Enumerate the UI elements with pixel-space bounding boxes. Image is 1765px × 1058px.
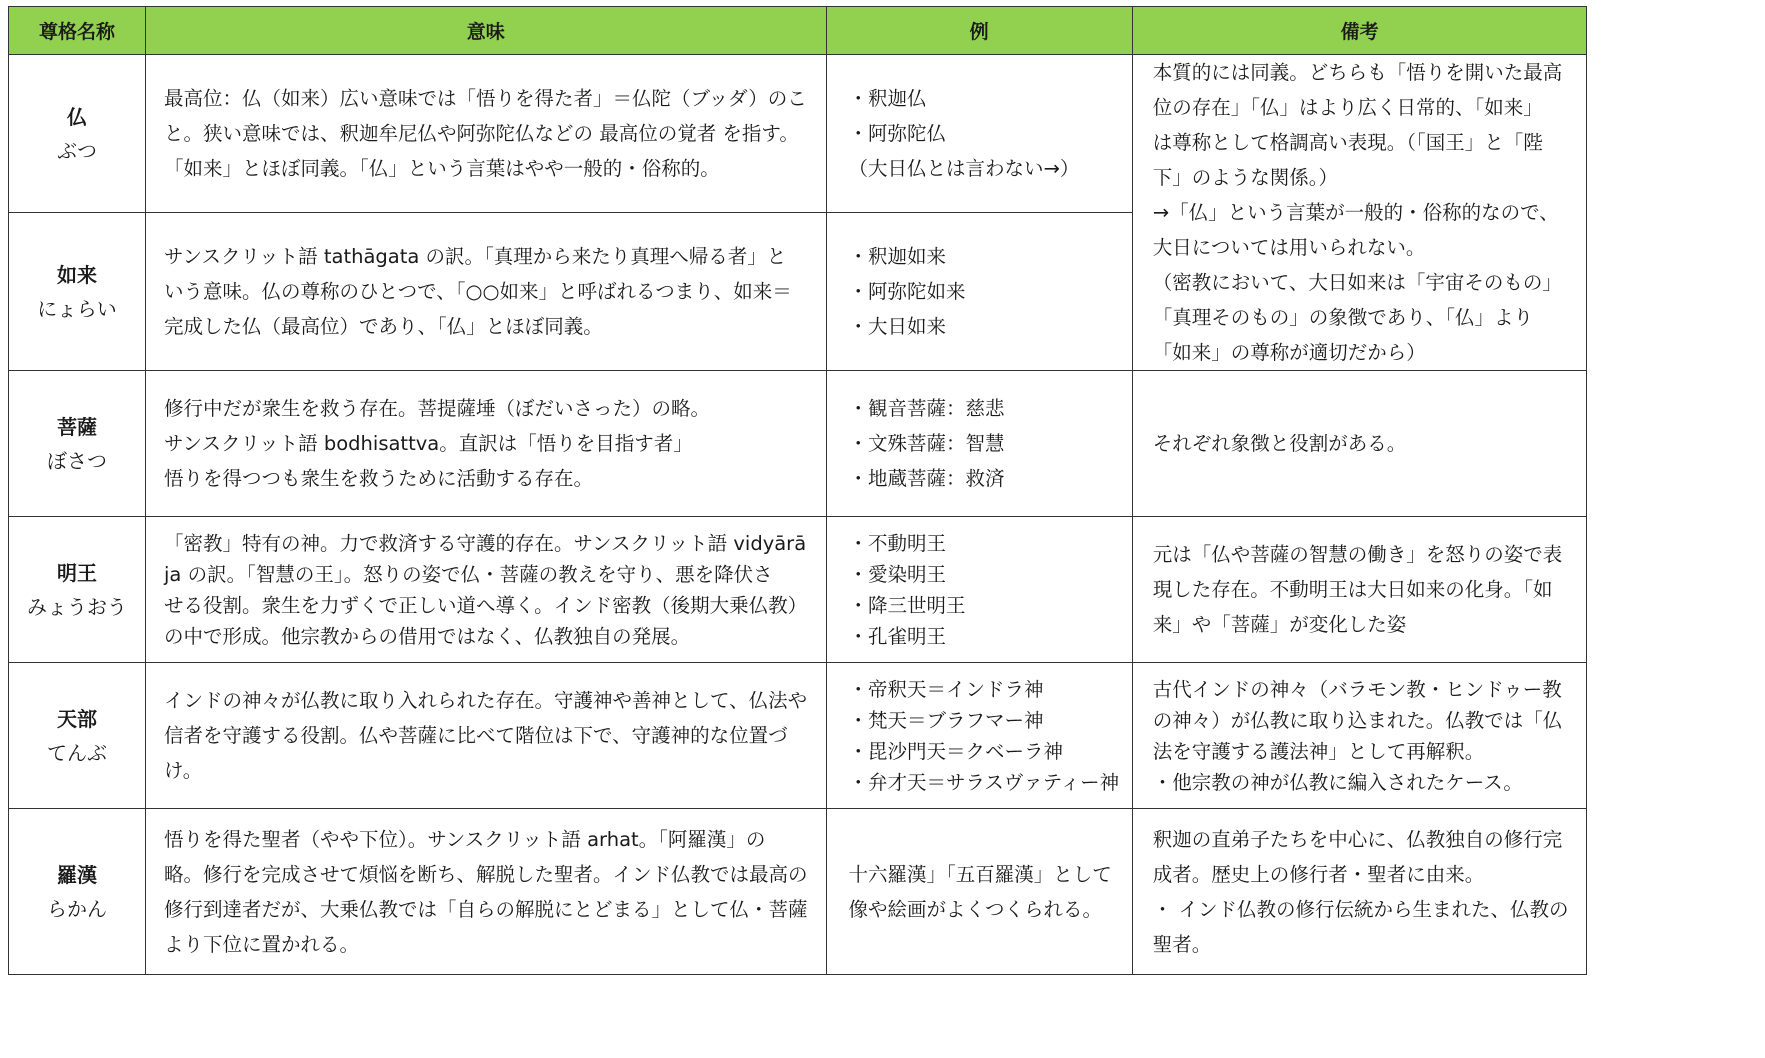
- deity-reading: ぼさつ: [47, 448, 107, 473]
- note-cell: [1132, 663, 1587, 809]
- meaning-line: サンスクリット語 bodhisattva。直訳は「悟りを目指す者」: [164, 432, 693, 455]
- name-cell: [9, 809, 146, 975]
- row-tenbu: [9, 663, 1587, 809]
- example-item: 十六羅漢」「五百羅漢」として: [848, 862, 1112, 886]
- example-item: ・釈迦如来: [848, 245, 947, 268]
- note-cell: [1132, 517, 1587, 663]
- meaning-line: 「密教」特有の神。力で救済する守護的存在。サンスクリット語 vidyārā: [164, 531, 807, 555]
- meaning-line: ja の訳。「智慧の王」。怒りの姿で仏・菩薩の教えを守り、悪を降伏さ: [164, 562, 773, 586]
- note-line: 釈迦の直弟子たちを中心に、仏教独自の修行完: [1152, 827, 1563, 851]
- note-line: は尊称として格調高い表現。（「国王」と「陛: [1152, 131, 1543, 154]
- row-myoo: [9, 517, 1587, 663]
- note-line: 古代インドの神々（バラモン教・ヒンドゥー教: [1152, 677, 1562, 701]
- meaning-line: いう意味。仏の尊称のひとつで、「○○如来」と呼ばれるつまり、如来＝: [164, 280, 792, 303]
- meaning-cell: [146, 213, 827, 371]
- example-item: ・孔雀明王: [848, 624, 947, 648]
- example-cell: [826, 55, 1132, 213]
- note-line: 大日については用いられない。: [1152, 236, 1426, 259]
- example-item: 像や絵画がよくつくられる。: [848, 897, 1103, 921]
- deity-name: 如来: [57, 262, 97, 287]
- deity-name: 羅漢: [57, 862, 97, 887]
- name-cell: [9, 213, 146, 371]
- deity-name: 天部: [57, 706, 97, 731]
- deity-name: 仏: [67, 104, 87, 129]
- example-item: ・阿弥陀仏: [848, 122, 947, 145]
- meaning-line: インドの神々が仏教に取り入れられた存在。守護神や善神として、仏法や: [164, 689, 808, 712]
- example-cell: [826, 213, 1132, 371]
- note-line: 下」のような関係。）: [1152, 166, 1339, 189]
- deity-reading: てんぶ: [47, 740, 107, 765]
- deity-reading: らかん: [47, 896, 107, 921]
- meaning-line: の中で形成。他宗教からの借用ではなく、仏教独自の発展。: [164, 624, 691, 648]
- meaning-cell: [146, 55, 827, 213]
- example-item: （大日仏とは言わない→）: [848, 157, 1080, 180]
- example-item: ・不動明王: [848, 531, 947, 555]
- note-line: ・他宗教の神が仏教に編入されたケース。: [1152, 770, 1523, 794]
- header-example: 例: [826, 7, 1132, 55]
- note-line: 現した存在。不動明王は大日如来の化身。「如: [1152, 578, 1553, 601]
- row-rakan: [9, 809, 1587, 975]
- meaning-cell: [146, 371, 827, 517]
- meaning-line: 最高位：仏（如来）広い意味では「悟りを得た者」＝仏陀（ブッダ）のこ: [164, 87, 807, 110]
- example-item: ・梵天＝ブラフマー神: [848, 708, 1044, 732]
- deity-name: 菩薩: [57, 414, 97, 439]
- note-line: 成者。歴史上の修行者・聖者に由来。: [1152, 862, 1485, 886]
- example-cell: [826, 663, 1132, 809]
- note-cell-merged: [1132, 55, 1587, 371]
- example-item: ・観音菩薩：慈悲: [848, 397, 1005, 420]
- name-cell: [9, 517, 146, 663]
- meaning-cell: [146, 809, 827, 975]
- header-row: [9, 7, 1587, 55]
- example-item: ・弁才天＝サラスヴァティー神: [848, 770, 1120, 794]
- deity-name: 明王: [57, 560, 97, 585]
- deity-table: [8, 6, 1587, 975]
- row-bosatsu: [9, 371, 1587, 517]
- meaning-line: 「如来」とほぼ同義。「仏」という言葉はやや一般的・俗称的。: [164, 157, 720, 180]
- note-line: 「如来」の尊称が適切だから）: [1152, 341, 1426, 364]
- name-cell: [9, 663, 146, 809]
- example-item: ・文殊菩薩：智慧: [848, 432, 1005, 455]
- meaning-line: 信者を守護する役割。仏や菩薩に比べて階位は下で、守護神的な位置づ: [164, 724, 788, 747]
- example-cell: [826, 809, 1132, 975]
- name-cell: [9, 371, 146, 517]
- meaning-cell: [146, 663, 827, 809]
- row-butsu: [9, 55, 1587, 213]
- deity-reading: ぶつ: [57, 138, 97, 163]
- note-line: ・ インド仏教の修行伝統から生まれた、仏教の: [1152, 897, 1569, 921]
- meaning-line: 修行中だが衆生を救う存在。菩提薩埵（ぼだいさった）の略。: [164, 397, 711, 420]
- header-meaning: 意味: [146, 7, 827, 55]
- example-item: ・釈迦仏: [848, 87, 927, 110]
- meaning-line: け。: [164, 759, 203, 782]
- deity-reading: みょうおう: [27, 594, 127, 619]
- name-cell: [9, 55, 146, 213]
- note-line: 位の存在」「仏」はより広く日常的、「如来」: [1152, 96, 1543, 119]
- note-line: →「仏」という言葉が一般的・俗称的なので、: [1152, 201, 1559, 224]
- note-cell: [1132, 371, 1587, 517]
- example-item: ・降三世明王: [848, 593, 966, 617]
- note-line: 来」や「菩薩」が変化した姿: [1152, 613, 1407, 636]
- example-item: ・阿弥陀如来: [848, 280, 966, 303]
- header-note: 備考: [1132, 7, 1587, 55]
- note-line: 本質的には同義。どちらも「悟りを開いた最高: [1152, 61, 1563, 84]
- meaning-line: 略。修行を完成させて煩悩を断ち、解脱した聖者。インド仏教では最高の: [164, 862, 808, 886]
- example-item: ・帝釈天＝インドラ神: [848, 677, 1044, 701]
- meaning-line: 悟りを得つつも衆生を救うために活動する存在。: [164, 467, 594, 490]
- deity-reading: にょらい: [37, 296, 117, 321]
- meaning-line: 完成した仏（最高位）であり、「仏」とほぼ同義。: [164, 315, 603, 338]
- example-item: ・大日如来: [848, 315, 947, 338]
- meaning-line: サンスクリット語 tathāgata の訳。「真理から来たり真理へ帰る者」と: [164, 245, 787, 268]
- example-cell: [826, 517, 1132, 663]
- note-cell: [1132, 809, 1587, 975]
- note-line: 聖者。: [1152, 932, 1212, 956]
- note-line: それぞれ象徴と役割がある。: [1152, 432, 1407, 455]
- meaning-line: 悟りを得た聖者（やや下位）。サンスクリット語 arhat。「阿羅漢」の: [164, 827, 766, 851]
- note-line: （密教において、大日如来は「宇宙そのもの」: [1152, 271, 1562, 294]
- note-line: の神々）が仏教に取り込まれた。仏教では「仏: [1152, 708, 1563, 732]
- example-item: ・愛染明王: [848, 562, 947, 586]
- header-name: 尊格名称: [9, 7, 146, 55]
- meaning-line: 修行到達者だが、大乗仏教では「自らの解脱にとどまる」として仏・菩薩: [164, 897, 808, 921]
- note-line: 「真理そのもの」の象徴であり、「仏」より: [1152, 306, 1534, 329]
- note-line: 法を守護する護法神」として再解釈。: [1152, 739, 1485, 763]
- example-item: ・地蔵菩薩：救済: [848, 467, 1005, 490]
- meaning-line: より下位に置かれる。: [164, 932, 360, 956]
- meaning-line: と。狭い意味では、釈迦牟尼仏や阿弥陀仏などの 最高位の覚者 を指す。: [164, 122, 799, 145]
- example-item: ・毘沙門天＝クベーラ神: [848, 739, 1064, 763]
- example-cell: [826, 371, 1132, 517]
- meaning-line: せる役割。衆生を力ずくで正しい道へ導く。インド密教（後期大乗仏教）: [164, 593, 808, 617]
- meaning-cell: [146, 517, 827, 663]
- note-line: 元は「仏や菩薩の智慧の働き」を怒りの姿で表: [1152, 543, 1563, 566]
